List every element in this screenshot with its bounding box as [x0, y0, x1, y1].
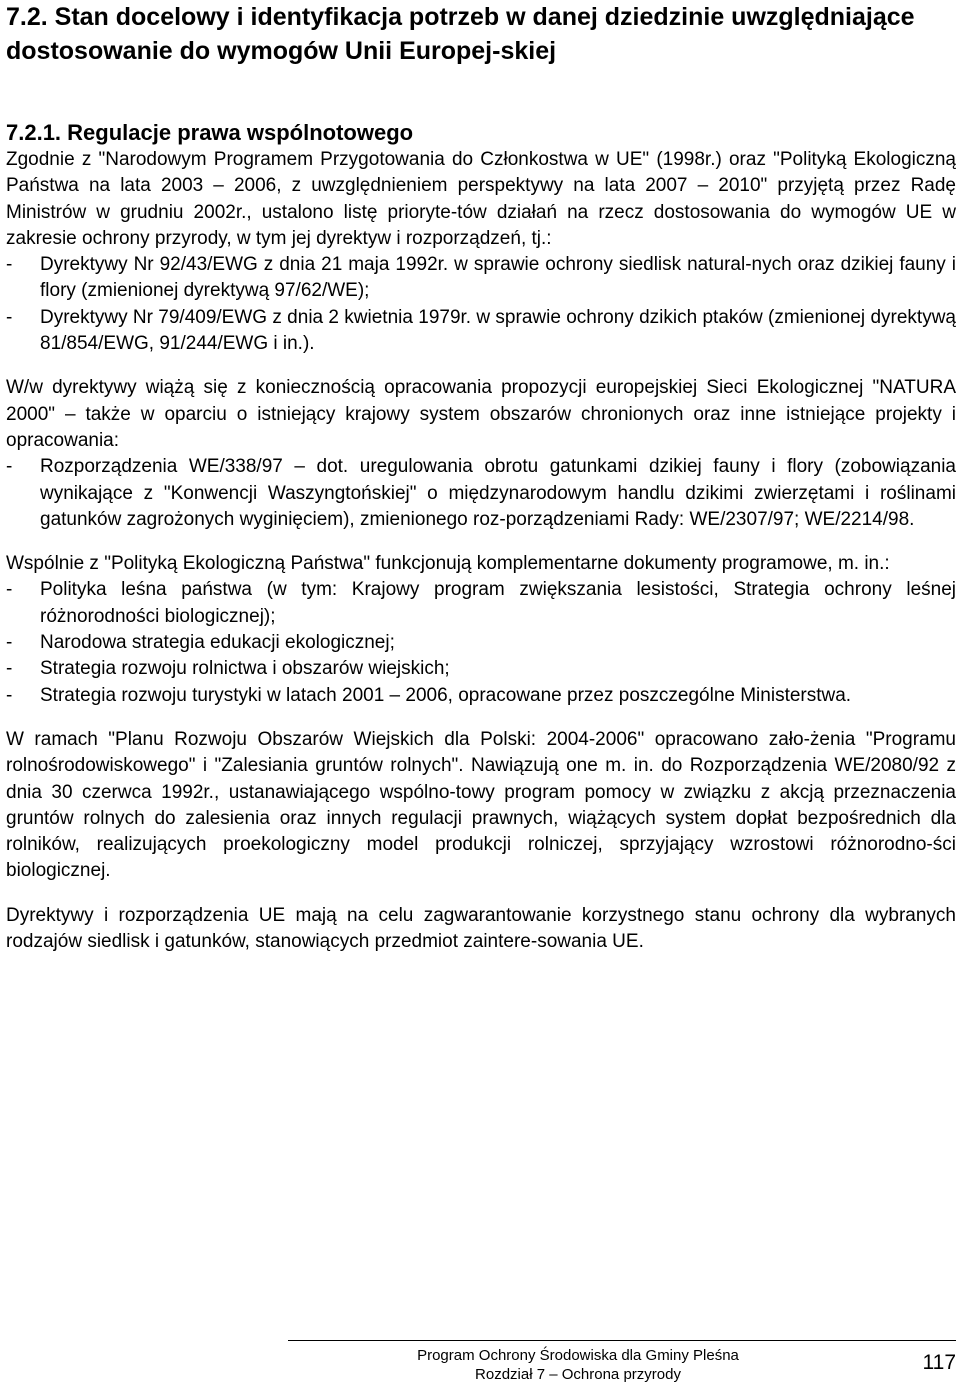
list-item-text: Rozporządzenia WE/338/97 – dot. uregulowania obrotu gatunkami dzikiej fauny i flory (zobowiązania wynikające z "Konwencji Waszyngtońskiej" o międzynarodowym handlu dzikimi zwierzętami i roślinami gatunków zagrożonych wyginięciem), zmienionego roz-porządzeniami Rady: WE/2307/97; WE/2214/98. — [40, 456, 956, 530]
list-dash: - — [6, 684, 13, 706]
list-dash: - — [6, 579, 13, 601]
regulation-list — [6, 454, 956, 533]
list-item — [6, 252, 956, 305]
list-item — [6, 577, 956, 630]
list-item-text: Polityka leśna państwa (w tym: Krajowy program zwiększania lesistości, Strategia ochrony leśnej różnorodności biologicznej); — [40, 579, 956, 627]
list-item — [6, 630, 956, 656]
list-item — [6, 683, 956, 709]
list-item-text: Dyrektywy Nr 92/43/EWG z dnia 21 maja 1992r. w sprawie ochrony siedlisk natural-nych oraz dzikiej fauny i flory (zmienionej dyrektywą 97/62/WE); — [40, 254, 956, 302]
footer-line-1: Program Ochrony Środowiska dla Gminy Pleśna — [417, 1347, 739, 1364]
directive-list — [6, 252, 956, 357]
paragraph-gap — [6, 357, 956, 375]
document-body — [6, 119, 956, 955]
section-title: 7.2. Stan docelowy i identyfikacja potrzeb w danej dziedzinie uwzględniające dostosowanie do wymogów Unii Europej-skiej — [6, 3, 915, 65]
footer-rule — [288, 1340, 956, 1341]
list-dash: - — [6, 632, 13, 654]
paragraph-5: Dyrektywy i rozporządzenia UE mają na celu zagwarantowanie korzystnego stanu ochrony dla wybranych rodzajów siedlisk i gatunków, stanowiących przedmiot zaintere-sowania UE. — [6, 904, 956, 953]
paragraph-3: Wspólnie z "Polityką Ekologiczną Państwa" funkcjonują komplementarne dokumenty programowe, m. in.: — [6, 553, 890, 575]
list-item-text: Narodowa strategia edukacji ekologicznej; — [40, 632, 395, 654]
list-item — [6, 454, 956, 533]
list-item — [6, 305, 956, 358]
list-dash: - — [6, 306, 13, 328]
list-dash: - — [6, 456, 13, 478]
footer-text — [288, 1346, 868, 1384]
list-dash: - — [6, 658, 13, 680]
list-item — [6, 656, 956, 682]
page-number: 117 — [922, 1351, 956, 1374]
list-item-text: Strategia rozwoju rolnictwa i obszarów wiejskich; — [40, 658, 450, 680]
list-item-text: Strategia rozwoju turystyki w latach 2001 – 2006, opracowane przez poszczególne Ministerstwa. — [40, 684, 852, 706]
list-item-text: Dyrektywy Nr 79/409/EWG z dnia 2 kwietnia 1979r. w sprawie ochrony dzikich ptaków (zmienionej dyrektywą 81/854/EWG, 91/244/EWG i in.). — [40, 306, 956, 355]
list-dash: - — [6, 254, 13, 276]
paragraph-gap — [6, 709, 956, 727]
subsection-title: 7.2.1. Regulacje prawa wspólnotowego — [6, 120, 414, 145]
paragraph-4: W ramach "Planu Rozwoju Obszarów Wiejskich dla Polski: 2004-2006" opracowano zało-żenia "Programu rolnośrodowiskowego" i "Zalesiania gruntów rolnych". Nawiązują one m. in. do Rozporządzenia WE/2080/92 z dnia 30 czerwca 1992r., ustanawiającego wspólno-towy program pomocy w związku z akcją przeznaczenia gruntów rolnych do zalesienia oraz innych regulacji prawnych, wiążących system dopłat bezpośrednich dla rolników, realizujących proekologiczny model produkcji rolniczej, sprzyjający wzrostowi różnorodno-ści biologicznej. — [6, 728, 956, 882]
paragraph-gap — [6, 533, 956, 551]
paragraph-1: Zgodnie z "Narodowym Programem Przygotowania do Członkostwa w UE" (1998r.) oraz "Polityką Ekologiczną Państwa na lata 2003 – 2006, z uwzględnieniem perspektywy na lata 2007 – 2010" przyjętą przez Radę Ministrów w grudniu 2002r., ustalono listę prioryte-tów działań na rzecz dostosowania do wymogów UE w zakresie ochrony przyrody, w tym jej dyrektyw i rozporządzeń, tj.: — [6, 149, 956, 249]
paragraph-gap — [6, 885, 956, 903]
footer-line-2: Rozdział 7 – Ochrona przyrody — [475, 1366, 681, 1383]
paragraph-2: W/w dyrektywy wiążą się z koniecznością opracowania propozycji europejskiej Sieci Ekologicznej "NATURA 2000" – także w oparciu o istniejący krajowy system obszarów chronionych oraz inne istniejące projekty i opracowania: — [6, 377, 956, 451]
program-list — [6, 577, 956, 708]
